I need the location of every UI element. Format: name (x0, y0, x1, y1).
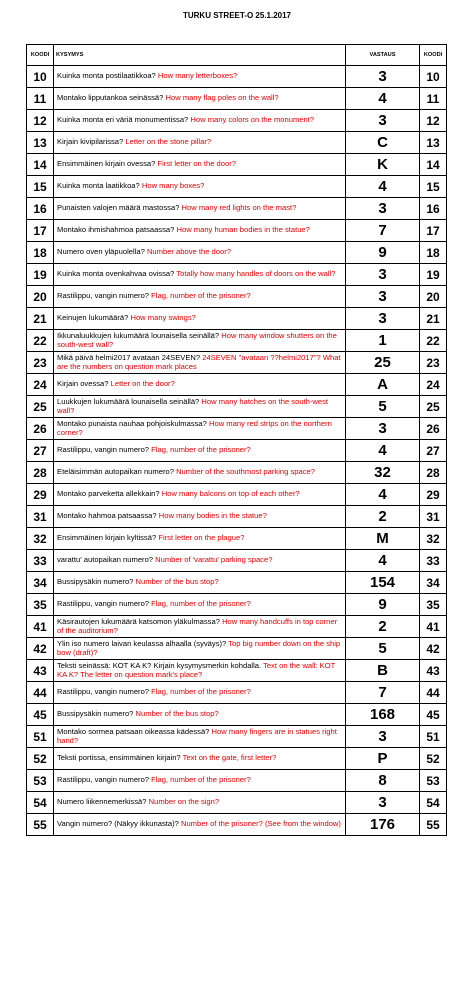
row-code-right: 20 (420, 286, 447, 308)
table-row (27, 242, 447, 264)
table-row (27, 286, 447, 308)
question-english: How many bodies in the statue? (158, 511, 267, 521)
row-answer: 168 (346, 704, 420, 726)
table-row (27, 374, 447, 396)
question-english: 24SEVEN "avataan ??helmi2017"? What are the numbers on question mark places (57, 353, 341, 371)
table-row (27, 660, 447, 682)
row-code-right: 32 (420, 528, 447, 550)
row-question (54, 572, 346, 594)
row-code-right: 54 (420, 792, 447, 814)
question-finnish: Rastilippu, vangin numero? (57, 291, 150, 301)
row-code: 24 (27, 374, 54, 396)
row-answer: K (346, 154, 420, 176)
question-finnish: Kuinka monta eri väriä monumentissa? (57, 115, 189, 125)
question-english: Number of the bus stop? (135, 709, 219, 719)
answer-table (26, 44, 447, 836)
row-code: 12 (27, 110, 54, 132)
header-question: KYSYMYS (54, 45, 346, 66)
question-finnish: Eteläisimmän autopaikan numero? (57, 467, 174, 477)
row-answer: 4 (346, 440, 420, 462)
row-answer: 4 (346, 484, 420, 506)
row-code: 41 (27, 616, 54, 638)
row-question (54, 484, 346, 506)
row-code-right: 31 (420, 506, 447, 528)
question-finnish: Teksti seinässä: KOT KA K? Kirjain kysymysmerkin kohdalla. (57, 661, 262, 671)
row-question (54, 528, 346, 550)
question-english: Flag, number of the prisoner? (151, 775, 251, 785)
row-code: 14 (27, 154, 54, 176)
row-code: 42 (27, 638, 54, 660)
row-answer: 3 (346, 308, 420, 330)
row-code-right: 52 (420, 748, 447, 770)
row-answer: 7 (346, 682, 420, 704)
question-finnish: Ensimmäinen kirjain kyltissä? (57, 533, 157, 543)
row-code: 55 (27, 814, 54, 836)
row-answer: 32 (346, 462, 420, 484)
row-code-right: 29 (420, 484, 447, 506)
row-question (54, 110, 346, 132)
table-row (27, 572, 447, 594)
question-english: How many red lights on the mast? (181, 203, 297, 213)
row-question (54, 396, 346, 418)
table-row (27, 550, 447, 572)
question-finnish: Ylin iso numero laivan keulassa alhaalla (syväys)? (57, 639, 227, 649)
question-english: Number above the door? (146, 247, 231, 257)
question-finnish: Montako hahmoa patsaassa? (57, 511, 157, 521)
question-finnish: Montako parveketta allekkain? (57, 489, 160, 499)
question-english: Totally how many handles of doors on the wall? (176, 269, 336, 279)
table-row (27, 396, 447, 418)
question-english: How many colors on the monument? (190, 115, 315, 125)
table-row (27, 132, 447, 154)
row-answer: 3 (346, 66, 420, 88)
row-question (54, 286, 346, 308)
question-english: How many swings? (130, 313, 196, 323)
row-code-right: 13 (420, 132, 447, 154)
table-row (27, 440, 447, 462)
row-code: 35 (27, 594, 54, 616)
question-finnish: Teksti portissa, ensimmäinen kirjain? (57, 753, 181, 763)
question-finnish: Ensimmäinen kirjain ovessa? (57, 159, 156, 169)
question-finnish: Punaisten valojen määrä mastossa? (57, 203, 180, 213)
row-code: 52 (27, 748, 54, 770)
question-finnish: Kuinka monta laatikkoa? (57, 181, 140, 191)
question-finnish: Käsirautojen lukumäärä katsomon yläkulmassa? (57, 617, 220, 627)
row-code-right: 42 (420, 638, 447, 660)
question-finnish: Montako sormea patsaan oikeassa kädessä? (57, 727, 210, 737)
row-answer: 3 (346, 418, 420, 440)
question-finnish: Rastilippu, vangin numero? (57, 445, 150, 455)
question-finnish: Keinujen lukumäärä? (57, 313, 129, 323)
row-code: 10 (27, 66, 54, 88)
row-question (54, 704, 346, 726)
row-question (54, 264, 346, 286)
row-answer: A (346, 374, 420, 396)
question-english: How many window shutters on the south-west wall? (57, 331, 337, 349)
row-code: 17 (27, 220, 54, 242)
row-answer: 5 (346, 396, 420, 418)
row-answer: 3 (346, 264, 420, 286)
table-row (27, 748, 447, 770)
row-question (54, 154, 346, 176)
question-english: How many hatches on the south-west wall? (57, 397, 329, 415)
table-row (27, 352, 447, 374)
row-code: 51 (27, 726, 54, 748)
row-answer: 4 (346, 176, 420, 198)
question-english: Number of 'varattu' parking space? (155, 555, 273, 565)
question-finnish: Ikkunaluukkujen lukumäärä lounaisella seinällä? (57, 331, 220, 341)
page-title: TURKU STREET-O 25.1.2017 (182, 11, 292, 20)
table-row (27, 220, 447, 242)
question-finnish: Montako lipputankoa seinässä? (57, 93, 164, 103)
row-question (54, 506, 346, 528)
question-finnish: Montako ihmishahmoa patsaassa? (57, 225, 175, 235)
row-answer: 3 (346, 286, 420, 308)
row-answer: 3 (346, 110, 420, 132)
row-question (54, 220, 346, 242)
question-english: Number on the sign? (148, 797, 220, 807)
row-code-right: 45 (420, 704, 447, 726)
table-row (27, 682, 447, 704)
row-question (54, 66, 346, 88)
table-row (27, 770, 447, 792)
table-row (27, 418, 447, 440)
row-code-right: 15 (420, 176, 447, 198)
row-code-right: 24 (420, 374, 447, 396)
row-code: 45 (27, 704, 54, 726)
row-question (54, 726, 346, 748)
row-answer: 5 (346, 638, 420, 660)
row-code-right: 17 (420, 220, 447, 242)
table-row (27, 484, 447, 506)
row-code-right: 44 (420, 682, 447, 704)
row-question (54, 132, 346, 154)
row-answer: 154 (346, 572, 420, 594)
table-row (27, 330, 447, 352)
row-code: 43 (27, 660, 54, 682)
row-answer: P (346, 748, 420, 770)
row-question (54, 198, 346, 220)
row-code: 28 (27, 462, 54, 484)
row-code-right: 33 (420, 550, 447, 572)
row-answer: C (346, 132, 420, 154)
question-english: How many boxes? (141, 181, 205, 191)
row-answer: 4 (346, 88, 420, 110)
row-answer: B (346, 660, 420, 682)
question-english: How many flag poles on the wall? (165, 93, 279, 103)
question-finnish: Rastilippu, vangin numero? (57, 775, 150, 785)
table-row (27, 616, 447, 638)
question-finnish: Kuinka monta ovenkahvaa ovissa? (57, 269, 175, 279)
question-english: Letter on the door? (110, 379, 175, 389)
table-row (27, 198, 447, 220)
question-finnish: Kuinka monta postilaatikkoa? (57, 71, 156, 81)
question-english: How many handcuffs in top corner of the auditorium? (57, 617, 338, 635)
row-answer: 2 (346, 616, 420, 638)
row-question (54, 88, 346, 110)
row-code: 31 (27, 506, 54, 528)
row-code: 26 (27, 418, 54, 440)
question-finnish: varattu' autopaikan numero? (57, 555, 154, 565)
question-english: Letter on the stone pillar? (125, 137, 212, 147)
row-code-right: 23 (420, 352, 447, 374)
table-row (27, 704, 447, 726)
row-question (54, 638, 346, 660)
table-row (27, 792, 447, 814)
row-answer: 3 (346, 792, 420, 814)
question-english: Flag, number of the prisoner? (151, 291, 251, 301)
table-row (27, 264, 447, 286)
row-code-right: 43 (420, 660, 447, 682)
row-code: 18 (27, 242, 54, 264)
row-code-right: 10 (420, 66, 447, 88)
row-answer: 4 (346, 550, 420, 572)
row-code-right: 12 (420, 110, 447, 132)
question-finnish: Luukkujen lukumäärä lounaisella seinällä? (57, 397, 200, 407)
row-answer: M (346, 528, 420, 550)
question-english: Number of the southmost parking space? (176, 467, 315, 477)
table-row (27, 154, 447, 176)
question-english: Flag, number of the prisoner? (151, 599, 251, 609)
row-answer: 3 (346, 726, 420, 748)
question-finnish: Vangin numero? (Näkyy ikkunasta)? (57, 819, 179, 829)
row-code-right: 35 (420, 594, 447, 616)
row-code-right: 41 (420, 616, 447, 638)
row-code: 54 (27, 792, 54, 814)
row-question (54, 748, 346, 770)
table-body (27, 66, 447, 836)
question-finnish: Rastilippu, vangin numero? (57, 599, 150, 609)
row-code-right: 18 (420, 242, 447, 264)
row-code-right: 34 (420, 572, 447, 594)
row-code-right: 53 (420, 770, 447, 792)
row-question (54, 374, 346, 396)
row-question (54, 462, 346, 484)
row-code: 34 (27, 572, 54, 594)
row-code: 15 (27, 176, 54, 198)
row-question (54, 814, 346, 836)
table-header-row (27, 45, 447, 66)
question-finnish: Montako punaista nauhaa pohjoiskulmassa? (57, 419, 207, 429)
question-finnish: Kirjain ovessa? (57, 379, 109, 389)
table-row (27, 88, 447, 110)
question-finnish: Numero liikennemerkissä? (57, 797, 147, 807)
row-code: 23 (27, 352, 54, 374)
row-code-right: 51 (420, 726, 447, 748)
question-english: Flag, number of the prisoner? (151, 445, 251, 455)
header-code-right: KOODI (420, 45, 447, 66)
row-code: 25 (27, 396, 54, 418)
question-english: How many balcons on top of each other? (161, 489, 300, 499)
row-code: 16 (27, 198, 54, 220)
row-question (54, 616, 346, 638)
row-answer: 25 (346, 352, 420, 374)
row-code-right: 25 (420, 396, 447, 418)
row-answer: 2 (346, 506, 420, 528)
question-english: First letter on the door? (157, 159, 236, 169)
question-english: How many letterboxes? (157, 71, 238, 81)
question-english: First letter on the plague? (158, 533, 245, 543)
row-question (54, 682, 346, 704)
row-question (54, 770, 346, 792)
row-answer: 9 (346, 242, 420, 264)
row-question (54, 550, 346, 572)
row-question (54, 352, 346, 374)
row-code: 21 (27, 308, 54, 330)
row-code: 53 (27, 770, 54, 792)
row-code-right: 27 (420, 440, 447, 462)
row-question (54, 594, 346, 616)
row-code: 19 (27, 264, 54, 286)
header-code: KOODI (27, 45, 54, 66)
row-answer: 8 (346, 770, 420, 792)
table-row (27, 528, 447, 550)
row-question (54, 792, 346, 814)
table-row (27, 462, 447, 484)
row-code-right: 11 (420, 88, 447, 110)
row-answer: 176 (346, 814, 420, 836)
row-question (54, 440, 346, 462)
table-row (27, 66, 447, 88)
table-row (27, 814, 447, 836)
table-row (27, 638, 447, 660)
question-finnish: Mikä päivä helmi2017 avataan 24SEVEN? (57, 353, 201, 363)
row-code: 32 (27, 528, 54, 550)
table-row (27, 506, 447, 528)
row-question (54, 308, 346, 330)
row-answer: 3 (346, 198, 420, 220)
question-finnish: Rastilippu, vangin numero? (57, 687, 150, 697)
row-code: 11 (27, 88, 54, 110)
row-code-right: 26 (420, 418, 447, 440)
row-code: 20 (27, 286, 54, 308)
row-code: 27 (27, 440, 54, 462)
row-answer: 1 (346, 330, 420, 352)
table-row (27, 110, 447, 132)
row-question (54, 330, 346, 352)
question-finnish: Bussipysäkin numero? (57, 577, 134, 587)
table-row (27, 308, 447, 330)
question-english: Top big number down on the ship bow (draft)? (57, 639, 341, 657)
row-code-right: 28 (420, 462, 447, 484)
question-english: How many red strips on the northern corner? (57, 419, 332, 437)
row-answer: 9 (346, 594, 420, 616)
row-question (54, 660, 346, 682)
row-code-right: 19 (420, 264, 447, 286)
question-english: Number of the prisoner? (See from the window) (180, 819, 341, 829)
row-code: 44 (27, 682, 54, 704)
question-finnish: Bussipysäkin numero? (57, 709, 134, 719)
row-answer: 7 (346, 220, 420, 242)
question-english: How many fingers are in statues right hand? (57, 727, 337, 745)
header-answer: VASTAUS (346, 45, 420, 66)
question-english: Text on the wall: KOT KA K? The letter on question mark's place? (57, 661, 336, 679)
row-code-right: 16 (420, 198, 447, 220)
question-english: Text on the gate, first letter? (182, 753, 277, 763)
row-code: 13 (27, 132, 54, 154)
table-row (27, 594, 447, 616)
question-finnish: Kirjain kivipilarissa? (57, 137, 124, 147)
question-english: Number of the bus stop? (135, 577, 219, 587)
row-code: 33 (27, 550, 54, 572)
row-question (54, 418, 346, 440)
row-code-right: 22 (420, 330, 447, 352)
table-row (27, 726, 447, 748)
row-question (54, 176, 346, 198)
row-code-right: 55 (420, 814, 447, 836)
row-code-right: 21 (420, 308, 447, 330)
row-code-right: 14 (420, 154, 447, 176)
row-code: 29 (27, 484, 54, 506)
row-question (54, 242, 346, 264)
table-row (27, 176, 447, 198)
question-english: How many human bodies in the statue? (176, 225, 310, 235)
row-code: 22 (27, 330, 54, 352)
question-english: Flag, number of the prisoner? (151, 687, 251, 697)
question-finnish: Numero oven yläpuolella? (57, 247, 145, 257)
